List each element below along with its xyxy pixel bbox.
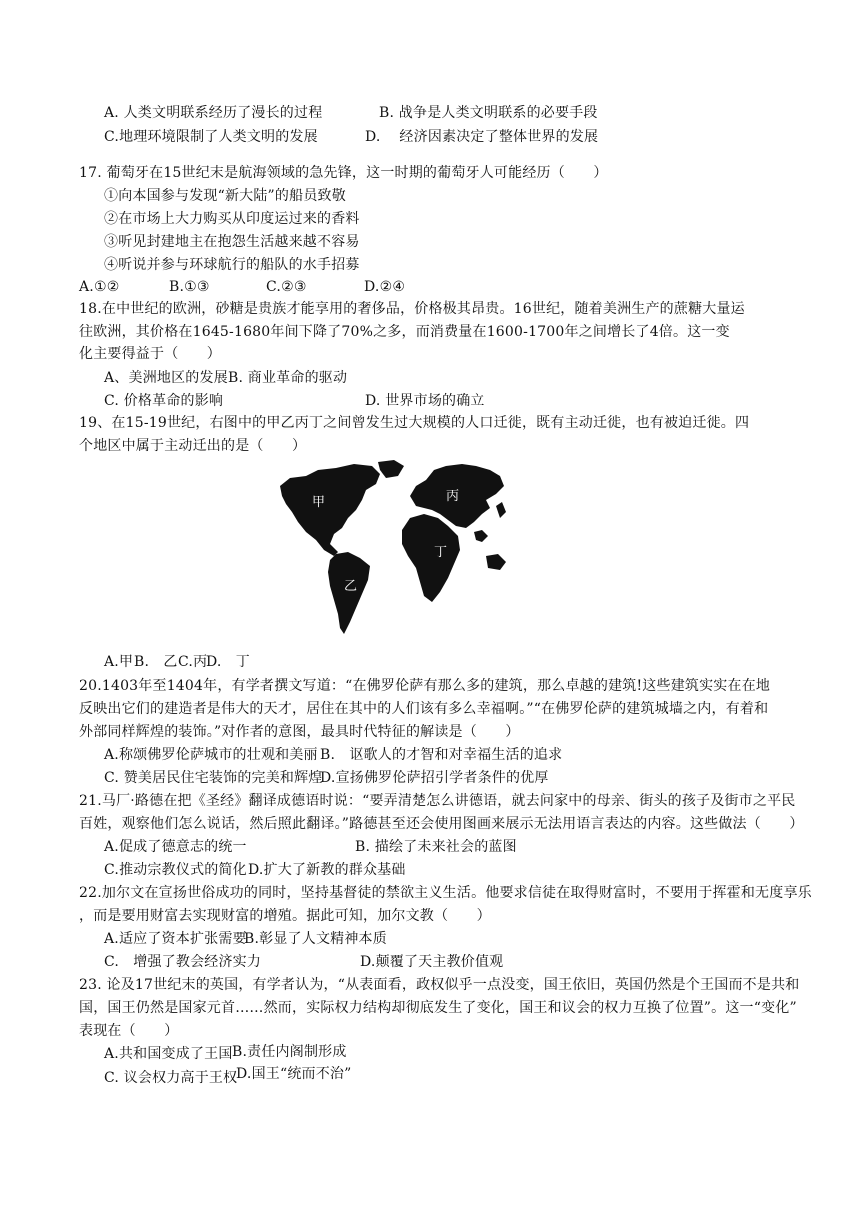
q23-option-c: C. 议会权力高于王权 (104, 1070, 238, 1086)
q20-option-c: C. 赞美居民住宅装饰的完美和辉煌 (104, 770, 323, 786)
q22-option-a: A.适应了资本扩张需要 (104, 931, 247, 947)
q21-option-b: B. 描绘了未来社会的蓝图 (355, 839, 517, 855)
option-d: D. 经济因素决定了整体世界的发展 (365, 129, 599, 145)
q18-option-a: A、美洲地区的发展 (104, 370, 228, 386)
question-22-stem-line-1: 22.加尔文在宣扬世俗成功的同时，坚持基督徒的禁欲主义生活。他要求信徒在取得财富时，不要用于挥霍和无度享乐 (79, 885, 812, 901)
q22-option-c: C. 增强了教会经济实力 (104, 954, 262, 970)
map-label-jia: 甲 (312, 495, 326, 510)
q17-item-2: ②在市场上大力购买从印度运过来的香料 (104, 211, 360, 227)
map-label-bing: 丙 (446, 489, 460, 504)
q19-option-b: B. 乙 (134, 654, 178, 670)
question-23-stem-line-2: 国，国王仍然是国家元首……然而，实际权力结构却彻底发生了变化，国王和议会的权力互换了位置”。这一“变化” (79, 1000, 797, 1016)
q17-option-a: A.①② (79, 279, 120, 295)
q20-option-b: B. 讴歌人的才智和对幸福生活的追求 (320, 747, 563, 763)
question-18-stem-line-2: 往欧洲，其价格在1645-1680年间下降了70%之多，而消费量在1600-1700年之间增长了4倍。这一变 (79, 324, 730, 340)
question-17-stem: 17. 葡萄牙在15世纪末是航海领域的急先锋，这一时期的葡萄牙人可能经历（ ） (79, 165, 608, 181)
question-21-stem-line-1: 21.马厂·路德在把《圣经》翻译成德语时说：“要弄清楚怎么讲德语，就去问家中的母亲、街头的孩子及街市之平民 (79, 793, 796, 809)
q22-option-b: B.彰显了人文精神本质 (244, 931, 387, 947)
question-19-stem-line-1: 19、在15-19世纪，右图中的甲乙丙丁之间曾发生过大规模的人口迁徙，既有主动迁徙，也有被迫迁徙。四 (79, 415, 750, 431)
q23-option-b: B.责任内阁制形成 (232, 1044, 347, 1060)
q19-option-a: A.甲 (104, 654, 134, 670)
q23-option-d: D.国王“统而不治” (236, 1066, 352, 1082)
q18-option-d: D. 世界市场的确立 (365, 393, 485, 409)
option-c: C.地理环境限制了人类文明的发展 (104, 129, 318, 145)
q18-option-b: B. 商业革命的驱动 (228, 370, 348, 386)
q17-option-c: C.②③ (266, 279, 307, 295)
world-map (276, 456, 508, 644)
q22-option-d: D.颠覆了天主教价值观 (360, 954, 504, 970)
question-21-stem-line-2: 百姓，观察他们怎么说话，然后照此翻译。”路德甚至还会使用图画来展示无法用语言表达的内容。这些做法（ ） (79, 816, 804, 832)
q19-option-c: C.丙 (178, 654, 208, 670)
q18-option-c: C. 价格革命的影响 (104, 393, 224, 409)
map-label-yi: 乙 (344, 579, 358, 594)
question-20-stem-line-2: 反映出它们的建造者是伟大的天才，居住在其中的人们该有多么幸福啊。”“在佛罗伦萨的建筑城墙之内，有着和 (79, 701, 769, 717)
map-label-ding: 丁 (434, 545, 448, 560)
q17-item-1: ①向本国参与发现“新大陆”的船员致敬 (104, 188, 346, 204)
question-23-stem-line-1: 23. 论及17世纪末的英国，有学者认为，“从表面看，政权似乎一点没变，国王依旧，英国仍然是个王国而不是共和 (79, 977, 800, 993)
q17-item-3: ③听见封建地主在抱怨生活越来越不容易 (104, 234, 360, 250)
q21-option-a: A.促成了德意志的统一 (104, 839, 247, 855)
question-23-stem-line-3: 表现在（ ） (79, 1023, 179, 1039)
q23-option-a: A.共和国变成了王国 (104, 1046, 233, 1062)
question-18-stem-line-3: 化主要得益于（ ） (79, 346, 221, 362)
q17-option-d: D.②④ (364, 279, 406, 295)
question-20-stem-line-1: 20.1403年至1404年，有学者撰文写道：“在佛罗伦萨有那么多的建筑，那么卓越的建筑!这些建筑实实在在地 (79, 678, 771, 694)
q21-option-d: D.扩大了新教的群众基础 (248, 862, 406, 878)
q17-option-b: B.①③ (169, 279, 210, 295)
question-19-stem-line-2: 个地区中属于主动迁出的是（ ） (79, 438, 307, 454)
q21-option-c: C.推动宗教仪式的简化 (104, 862, 247, 878)
question-22-stem-line-2: ，而是要用财富去实现财富的增殖。据此可知，加尔文教（ ） (79, 908, 491, 924)
q20-option-d: D.宣扬佛罗伦萨招引学者条件的优厚 (320, 770, 549, 786)
question-18-stem-line-1: 18.在中世纪的欧洲，砂糖是贵族才能享用的奢侈品，价格极其昂贵。16世纪，随着美洲生产的蔗糖大量运 (79, 301, 745, 317)
option-a: A. 人类文明联系经历了漫长的过程 (104, 105, 323, 121)
q19-option-d: D. 丁 (206, 654, 250, 670)
option-b: B. 战争是人类文明联系的必要手段 (379, 105, 598, 121)
question-20-stem-line-3: 外部同样辉煌的装饰。”对作者的意图，最具时代特征的解读是（ ） (79, 724, 520, 740)
q20-option-a: A.称颂佛罗伦萨城市的壮观和美丽 (104, 747, 318, 763)
q17-item-4: ④听说并参与环球航行的船队的水手招募 (104, 257, 360, 273)
